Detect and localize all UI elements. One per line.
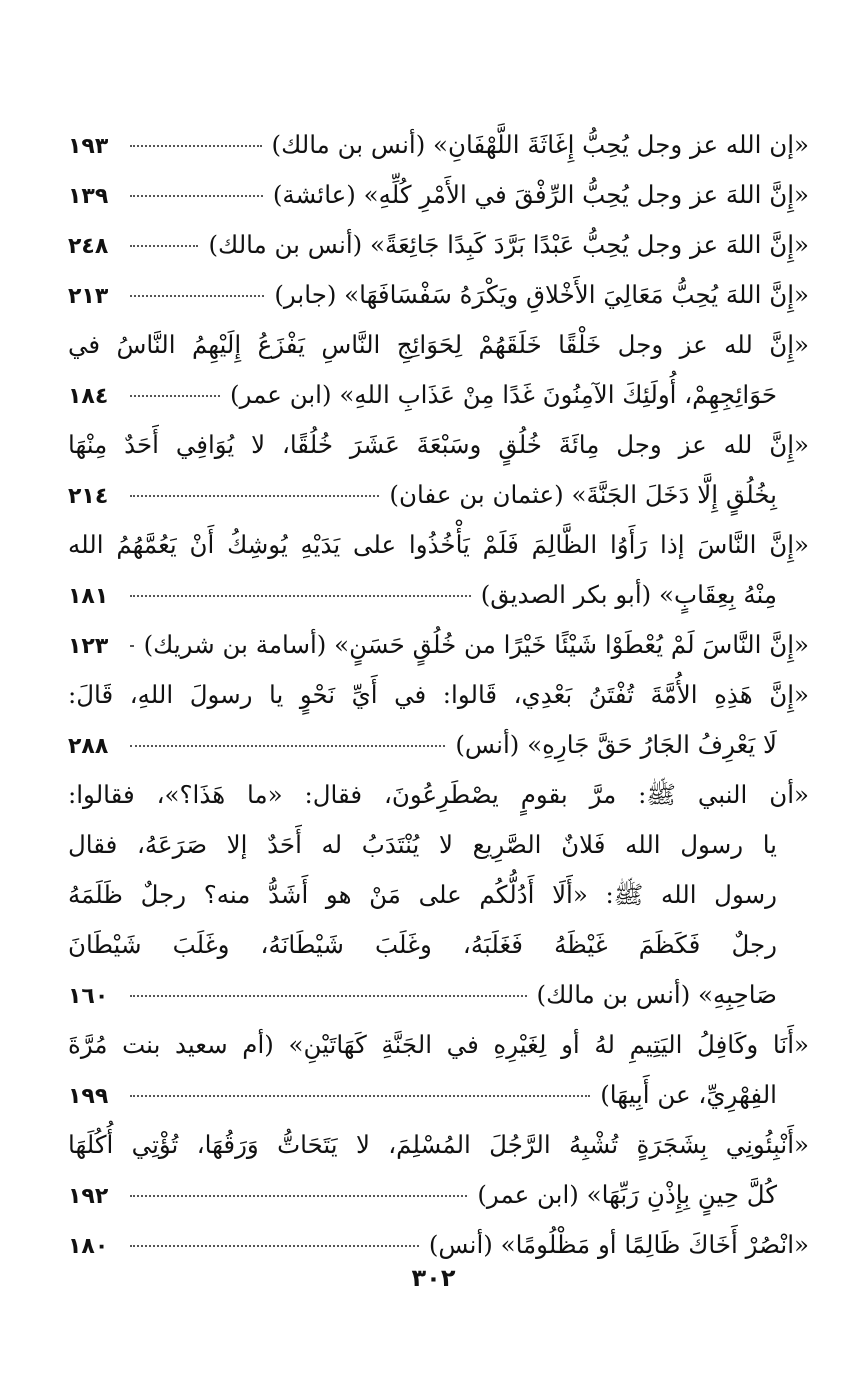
entry-page-number: ١٣٩: [68, 184, 109, 209]
entry-text: «إِنَّ اللهَ يُحِبُّ مَعَالِيَ الأَخْلاقِ ويَكْرَهُ سَفْسَافَهَا» (جابر): [274, 280, 809, 309]
entry-text: «انْصُرْ أَخَاكَ ظَالِمًا أو مَظْلُومًا» (أنس): [428, 1230, 809, 1259]
entry-first-line: [68, 770, 809, 820]
entry-text: «إِنَّ لله عز وجل مِائَةَ خُلُقٍ وسَبْعَةَ عَشَرَ خُلُقًا، لا يُوَافِي أَحَدٌ مِنْهَا: [68, 430, 809, 459]
entry-text: لَا يَعْرِفُ الجَارُ حَقَّ جَارِهِ» (أنس): [455, 730, 777, 759]
dot-leader: [130, 595, 471, 597]
entry-text: حَوَائِجِهِمْ، أُولَئِكَ الآمِنُونَ غَدًا مِنْ عَذَابِ اللهِ» (ابن عمر): [230, 380, 777, 409]
index-entry: [68, 520, 809, 620]
index-entry: [68, 220, 809, 270]
entry-text: «أن النبي ﷺ: مرَّ بقومٍ يصْطَرِعُونَ، فقال: «ما هَذَا؟»، فقالوا:: [68, 780, 809, 809]
dot-leader: [130, 995, 527, 997]
index-entry: [68, 270, 809, 320]
entry-text: «إِنَّ اللهَ عز وجل يُحِبُّ عَبْدًا بَرَّدَ كَبِدًا جَائِعَةً» (أنس بن مالك): [208, 230, 809, 259]
index-entry: [68, 770, 809, 1020]
entry-continuation-line: [68, 920, 809, 970]
entry-page-number: ١٢٣: [68, 634, 109, 659]
dot-leader: [130, 295, 264, 297]
entry-continuation-line: [68, 720, 809, 770]
entry-first-line: [68, 1020, 809, 1070]
entry-first-line: [68, 1120, 809, 1170]
entry-text: «أَنْبِئُونِي بِشَجَرَةٍ تُشْبِهُ الرَّجُلَ المُسْلِمَ، لا يَتَحَاتُّ وَرَقُهَا، تُؤْتِي أُكُلَهَا: [68, 1130, 809, 1159]
entry-first-line: [68, 170, 809, 220]
dot-leader: [130, 645, 134, 647]
entry-page-number: ١٩٩: [68, 1084, 109, 1109]
entry-page-number: ١٦٠: [68, 984, 109, 1009]
entry-continuation-line: [68, 570, 809, 620]
index-entry: [68, 170, 809, 220]
entry-first-line: [68, 420, 809, 470]
page-number: ٣٠٢: [411, 1264, 456, 1292]
entry-page-number: ١٩٣: [68, 134, 109, 159]
entry-continuation-line: [68, 370, 809, 420]
index-entry: [68, 1020, 809, 1120]
index-entry: [68, 670, 809, 770]
entry-page-number: ١٨١: [68, 584, 109, 609]
entry-text: بِخُلُقٍ إِلَّا دَخَلَ الجَنَّةَ» (عثمان بن عفان): [389, 480, 777, 509]
dot-leader: [130, 245, 198, 247]
dot-leader: [130, 1245, 419, 1247]
entry-page-number: ١٩٢: [68, 1184, 109, 1209]
entry-continuation-line: [68, 1070, 809, 1120]
hadith-index-list: [68, 120, 809, 1270]
dot-leader: [130, 1195, 467, 1197]
entry-text: يا رسول الله فَلانٌ الصَّرِيع لا يُنْتَدَبُ له أَحَدٌ إلا صَرَعَهُ، فقال: [68, 830, 777, 859]
dot-leader: [130, 495, 379, 497]
entry-page-number: ١٨٤: [68, 384, 109, 409]
dot-leader: [130, 745, 445, 747]
index-entry: [68, 320, 809, 420]
entry-continuation-line: [68, 470, 809, 520]
entry-first-line: [68, 520, 809, 570]
entry-text: صَاحِبِهِ» (أنس بن مالك): [536, 980, 777, 1009]
entry-text: رجلٌ فَكَظَمَ غَيْظَهُ فَغَلَبَهُ، وغَلَبَ شَيْطَانَهُ، وغَلَبَ شَيْطَانَ: [68, 930, 777, 959]
entry-first-line: [68, 120, 809, 170]
entry-text: كُلَّ حِينٍ بِإِذْنِ رَبِّهَا» (ابن عمر): [477, 1180, 777, 1209]
entry-first-line: [68, 220, 809, 270]
entry-text: «إِنَّ هَذِهِ الأُمَّةَ تُفْتَنُ بَعْدِي، قَالوا: في أَيِّ نَحْوٍ يا رسولَ اللهِ، قَالَ:: [68, 680, 809, 709]
entry-page-number: ٢٨٨: [68, 734, 109, 759]
entry-first-line: [68, 320, 809, 370]
entry-page-number: ١٨٠: [68, 1234, 109, 1259]
entry-text: «إِنَّ النَّاسَ لَمْ يُعْطَوْا شَيْئًا خَيْرًا من خُلُقٍ حَسَنٍ» (أسامة بن شريك): [143, 630, 809, 659]
entry-text: رسول الله ﷺ: «أَلَا أَدُلُّكُم على مَنْ هو أَشَدُّ منه؟ رجلٌ ظَلَمَهُ: [68, 880, 777, 909]
entry-first-line: [68, 670, 809, 720]
entry-page-number: ٢١٣: [68, 284, 109, 309]
entry-first-line: [68, 270, 809, 320]
entry-text: «إِنَّ لله عز وجل خَلْقًا خَلَقَهُمْ لِحَوَائِجِ النَّاسِ يَفْزَعُ إِلَيْهِمُ النَّاسُ في: [68, 330, 809, 359]
entry-page-number: ٢٤٨: [68, 234, 109, 259]
index-entry: [68, 420, 809, 520]
entry-continuation-line: [68, 870, 809, 920]
index-entry: [68, 620, 809, 670]
entry-first-line: [68, 620, 809, 670]
entry-first-line: [68, 1220, 809, 1270]
dot-leader: [130, 145, 262, 147]
index-entry: [68, 1220, 809, 1270]
dot-leader: [130, 395, 220, 397]
dot-leader: [130, 1095, 590, 1097]
index-entry: [68, 120, 809, 170]
entry-continuation-line: [68, 820, 809, 870]
entry-continuation-line: [68, 1170, 809, 1220]
dot-leader: [130, 195, 263, 197]
entry-text: «أَنَا وكَافِلُ اليَتِيمِ لهُ أو لِغَيْرِهِ في الجَنَّةِ كَهَاتَيْنِ» (أم سعيد بنت مُرَّةَ: [68, 1030, 809, 1059]
entry-page-number: ٢١٤: [68, 484, 109, 509]
entry-text: مِنْهُ بِعِقَابٍ» (أبو بكر الصديق): [480, 580, 777, 609]
entry-text: «إِنَّ النَّاسَ إذا رَأَوُا الظَّالِمَ فَلَمْ يَأْخُذُوا على يَدَيْهِ يُوشِكُ أَنْ يَعُمَّهُمُ الله: [68, 530, 809, 559]
entry-text: «إن الله عز وجل يُحِبُّ إِغَاثَةَ اللَّهْفَانِ» (أنس بن مالك): [271, 130, 809, 159]
entry-text: «إِنَّ اللهَ عز وجل يُحِبُّ الرِّفْقَ في الأَمْرِ كُلِّهِ» (عائشة): [272, 180, 809, 209]
index-entry: [68, 1120, 809, 1220]
entry-text: الفِهْرِيِّ، عن أَبِيهَا): [600, 1080, 777, 1109]
entry-continuation-line: [68, 970, 809, 1020]
